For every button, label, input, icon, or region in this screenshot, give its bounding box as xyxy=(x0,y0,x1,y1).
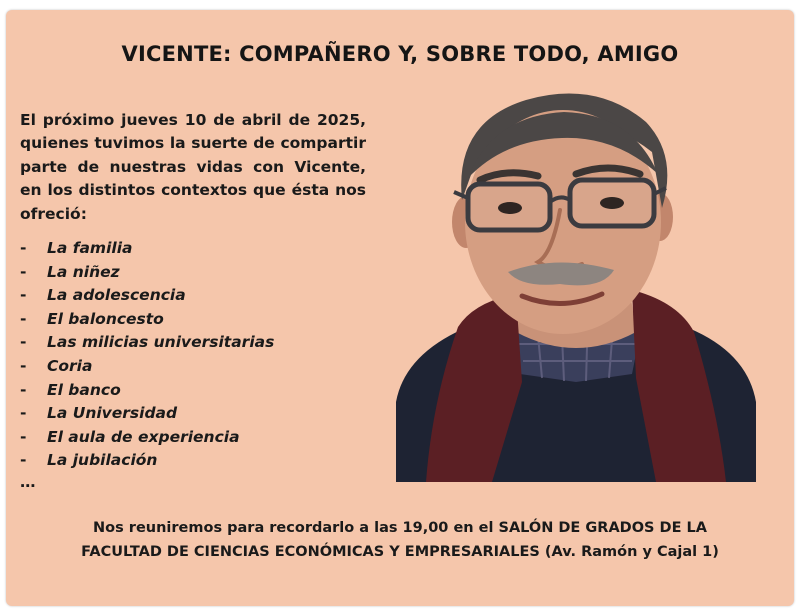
list-item xyxy=(20,379,366,403)
intro-paragraph: El próximo jueves 10 de abril de 2025, quienes tuvimos la suerte de compartir parte de nuestras vidas con Vicente, en los distintos contextos que ésta nos ofreció: xyxy=(20,111,366,223)
list-item-label: La Universidad xyxy=(47,404,178,423)
contexts-list xyxy=(20,237,366,473)
list-dash: - xyxy=(20,356,27,375)
list-dash: - xyxy=(20,262,27,281)
page-title: VICENTE: COMPAÑERO Y, SOBRE TODO, AMIGO xyxy=(121,42,679,66)
list-item xyxy=(20,449,366,473)
list-item-label: La jubilación xyxy=(47,451,158,470)
list-item-label: El baloncesto xyxy=(47,309,164,328)
list-dash: - xyxy=(20,427,27,446)
list-dash: - xyxy=(20,239,27,257)
list-item xyxy=(20,331,366,355)
meeting-details-line: Nos reuniremos para recordarlo a las 19,00 en el SALÓN DE GRADOS DE LA xyxy=(93,520,707,536)
list-item-label: La familia xyxy=(47,239,133,257)
list-item xyxy=(20,308,366,332)
meeting-details-line: FACULTAD DE CIENCIAS ECONÓMICAS Y EMPRESARIALES (Av. Ramón y Cajal 1) xyxy=(81,544,719,560)
list-item-label: Coria xyxy=(47,356,93,375)
list-dash: - xyxy=(20,404,27,423)
list-dash: - xyxy=(20,451,27,470)
list-item xyxy=(20,426,366,450)
list-item-label: El banco xyxy=(47,380,121,399)
list-dash: - xyxy=(20,286,27,305)
invitation-card xyxy=(6,10,794,606)
list-dash: - xyxy=(20,333,27,352)
list-item xyxy=(20,261,366,285)
list-item xyxy=(20,402,366,426)
portrait-photo xyxy=(396,82,756,482)
list-item xyxy=(20,355,366,379)
list-item-label: La niñez xyxy=(47,262,120,281)
list-dash: - xyxy=(20,380,27,399)
list-ellipsis: … xyxy=(20,473,36,491)
list-item-label: Las milicias universitarias xyxy=(47,333,275,352)
meeting-details xyxy=(6,516,794,564)
list-item-label: El aula de experiencia xyxy=(47,427,240,446)
list-item xyxy=(20,284,366,308)
list-item xyxy=(20,237,366,261)
list-dash: - xyxy=(20,309,27,328)
list-item-label: La adolescencia xyxy=(47,286,186,305)
